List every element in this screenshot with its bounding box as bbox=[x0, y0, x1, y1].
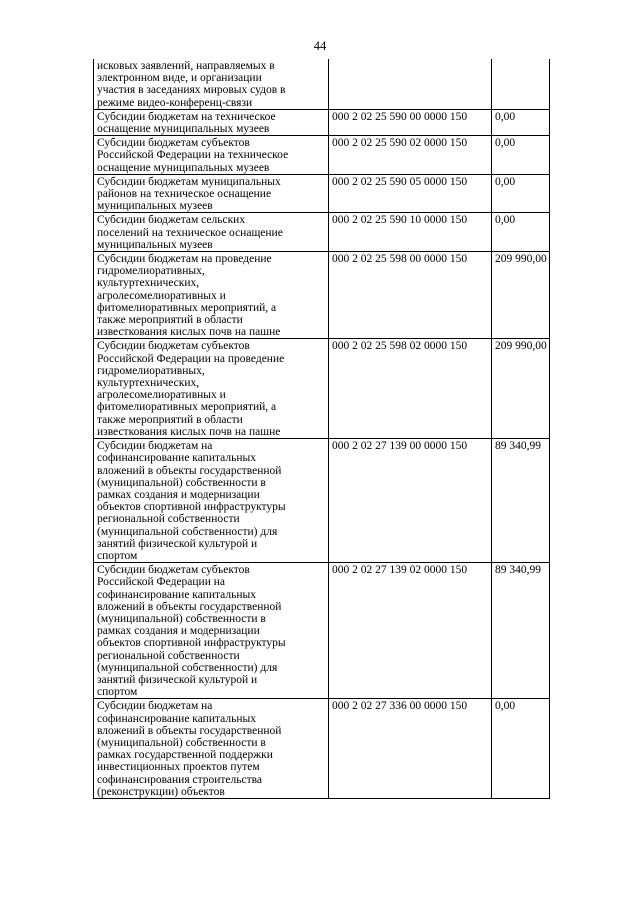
description-line: (муниципальной) собственности в bbox=[97, 612, 266, 625]
description-line: исковых заявлений, направляемых в bbox=[97, 60, 275, 72]
description-line: (реконструкции) объектов bbox=[97, 785, 225, 798]
budget-table-body bbox=[94, 59, 550, 798]
description-line: Субсидии бюджетам субъектов bbox=[97, 137, 250, 150]
description-line: Субсидии бюджетам на техническое bbox=[97, 110, 276, 123]
table-row bbox=[94, 563, 550, 699]
row-amount bbox=[492, 59, 550, 109]
table-row bbox=[94, 59, 550, 109]
description-line: объектов спортивной инфраструктуры bbox=[97, 501, 286, 514]
description-line: гидромелиоративных, bbox=[97, 265, 205, 278]
row-description bbox=[94, 59, 329, 109]
description-line: Российской Федерации на bbox=[97, 576, 225, 589]
row-budget-code: 000 2 02 25 598 00 0000 150 bbox=[329, 252, 492, 339]
row-budget-code: 000 2 02 27 336 00 0000 150 bbox=[329, 699, 492, 799]
row-description bbox=[94, 213, 329, 252]
description-line: муниципальных музеев bbox=[97, 238, 213, 251]
row-amount: 0,00 bbox=[492, 699, 550, 799]
description-line: Субсидии бюджетам на bbox=[97, 700, 213, 713]
row-budget-code: 000 2 02 27 139 00 0000 150 bbox=[329, 439, 492, 563]
row-description bbox=[94, 699, 329, 799]
description-line: Субсидии бюджетам сельских bbox=[97, 214, 246, 227]
description-line: вложений в объекты государственной bbox=[97, 464, 282, 477]
description-line: спортом bbox=[97, 549, 138, 562]
description-line: агролесомелиоративных и bbox=[97, 389, 226, 402]
description-line: также мероприятий в области bbox=[97, 314, 243, 327]
table-row bbox=[94, 213, 550, 252]
row-description bbox=[94, 439, 329, 563]
table-row bbox=[94, 174, 550, 213]
row-amount: 89 340,99 bbox=[492, 563, 550, 699]
description-line: объектов спортивной инфраструктуры bbox=[97, 637, 286, 650]
table-row bbox=[94, 699, 550, 799]
description-line: Субсидии бюджетам субъектов bbox=[97, 340, 250, 353]
description-line: рамках создания и модернизации bbox=[97, 625, 260, 638]
row-description bbox=[94, 252, 329, 339]
description-line: известкования кислых почв на пашне bbox=[97, 425, 281, 438]
description-line: культуртехнических, bbox=[97, 277, 200, 290]
table-row bbox=[94, 339, 550, 439]
description-line: участия в заседаниях мировых судов в bbox=[97, 84, 286, 97]
description-line: Субсидии бюджетам муниципальных bbox=[97, 175, 281, 188]
description-line: (муниципальной) собственности в bbox=[97, 736, 266, 749]
row-amount: 0,00 bbox=[492, 136, 550, 175]
description-line: электронном виде, и организации bbox=[97, 72, 262, 85]
row-budget-code: 000 2 02 25 590 00 0000 150 bbox=[329, 109, 492, 135]
description-line: (муниципальной) собственности в bbox=[97, 476, 266, 489]
row-description bbox=[94, 136, 329, 175]
description-line: софинансирования строительства bbox=[97, 773, 263, 786]
description-line: (муниципальной собственности) для bbox=[97, 525, 278, 538]
table-row bbox=[94, 136, 550, 175]
description-line: региональной собственности bbox=[97, 513, 240, 526]
description-line: фитомелиоративных мероприятий, а bbox=[97, 301, 277, 314]
row-amount: 0,00 bbox=[492, 109, 550, 135]
row-amount: 209 990,00 bbox=[492, 252, 550, 339]
description-line: Российской Федерации на проведение bbox=[97, 352, 285, 365]
description-line: районов на техническое оснащение bbox=[97, 188, 272, 201]
row-budget-code: 000 2 02 27 139 02 0000 150 bbox=[329, 563, 492, 699]
description-line: фитомелиоративных мероприятий, а bbox=[97, 401, 277, 414]
row-amount: 209 990,00 bbox=[492, 339, 550, 439]
table-row bbox=[94, 252, 550, 339]
description-line: Субсидии бюджетам на bbox=[97, 440, 213, 453]
description-line: оснащение муниципальных музеев bbox=[97, 123, 270, 136]
row-budget-code: 000 2 02 25 590 05 0000 150 bbox=[329, 174, 492, 213]
row-budget-code bbox=[329, 59, 492, 109]
table-row bbox=[94, 109, 550, 135]
description-line: известкования кислых почв на пашне bbox=[97, 326, 281, 339]
description-line: рамках создания и модернизации bbox=[97, 488, 260, 501]
description-line: (муниципальной собственности) для bbox=[97, 661, 278, 674]
row-amount: 89 340,99 bbox=[492, 439, 550, 563]
budget-table bbox=[93, 59, 550, 799]
row-description bbox=[94, 109, 329, 135]
description-line: режиме видео-конференц-связи bbox=[97, 96, 253, 109]
description-line: занятий физической культурой и bbox=[97, 673, 258, 686]
description-line: культуртехнических, bbox=[97, 377, 200, 390]
description-line: софинансирование капитальных bbox=[97, 712, 256, 725]
row-description bbox=[94, 174, 329, 213]
row-amount: 0,00 bbox=[492, 174, 550, 213]
description-line: софинансирование капитальных bbox=[97, 452, 256, 465]
page-number: 44 bbox=[313, 39, 327, 53]
row-budget-code: 000 2 02 25 598 02 0000 150 bbox=[329, 339, 492, 439]
row-amount: 0,00 bbox=[492, 213, 550, 252]
table-row bbox=[94, 439, 550, 563]
description-line: вложений в объекты государственной bbox=[97, 724, 282, 737]
description-line: спортом bbox=[97, 686, 138, 699]
row-description bbox=[94, 563, 329, 699]
description-line: агролесомелиоративных и bbox=[97, 289, 226, 302]
row-budget-code: 000 2 02 25 590 02 0000 150 bbox=[329, 136, 492, 175]
description-line: инвестиционных проектов путем bbox=[97, 761, 260, 774]
description-line: Субсидии бюджетам субъектов bbox=[97, 564, 250, 577]
description-line: Субсидии бюджетам на проведение bbox=[97, 253, 272, 266]
description-line: гидромелиоративных, bbox=[97, 364, 205, 377]
description-line: рамках государственной поддержки bbox=[97, 749, 273, 762]
description-line: вложений в объекты государственной bbox=[97, 600, 282, 613]
description-line: софинансирование капитальных bbox=[97, 588, 256, 601]
description-line: оснащение муниципальных музеев bbox=[97, 161, 270, 174]
description-line: поселений на техническое оснащение bbox=[97, 226, 283, 239]
description-line: также мероприятий в области bbox=[97, 413, 243, 426]
description-line: Российской Федерации на техническое bbox=[97, 149, 289, 162]
row-description bbox=[94, 339, 329, 439]
description-line: муниципальных музеев bbox=[97, 200, 213, 213]
row-budget-code: 000 2 02 25 590 10 0000 150 bbox=[329, 213, 492, 252]
description-line: региональной собственности bbox=[97, 649, 240, 662]
description-line: занятий физической культурой и bbox=[97, 537, 258, 550]
